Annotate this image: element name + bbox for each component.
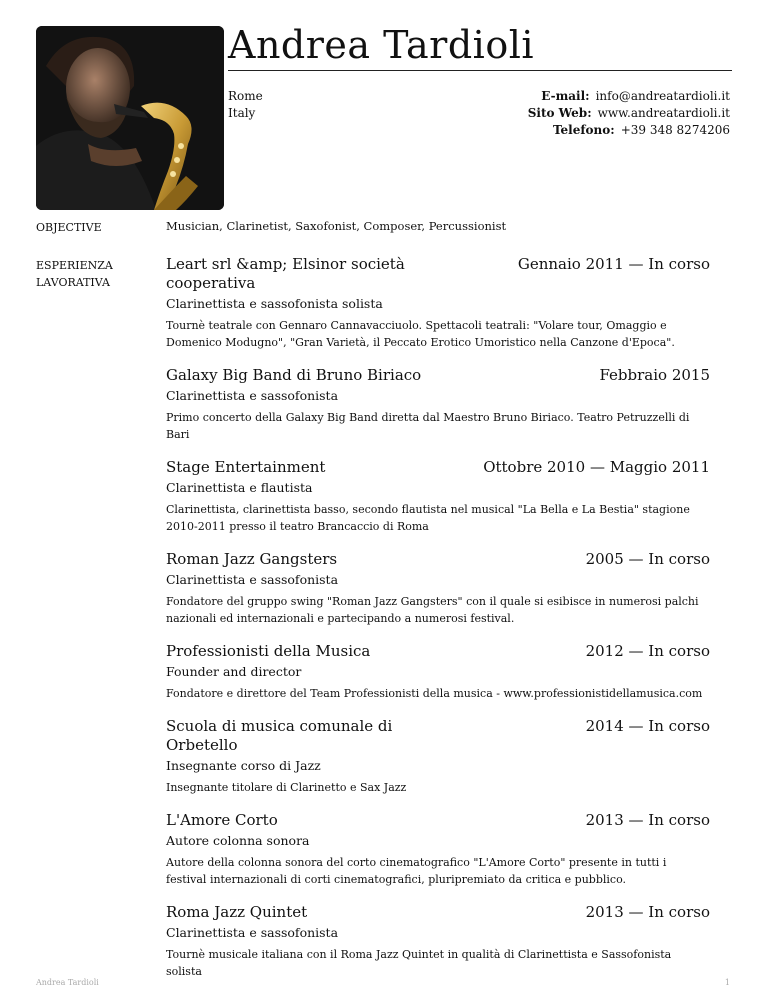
entry-role: Founder and director (166, 664, 302, 679)
phone-value: +39 348 8274206 (620, 123, 730, 137)
entry-date: Ottobre 2010 — Maggio 2011 (483, 458, 710, 476)
contact-email (528, 88, 730, 105)
entry-role: Clarinettista e sassofonista (166, 572, 339, 587)
entry-description: Tournè musicale italiana con il Roma Jazz Quintet in qualità di Clarinettista e Sassofonista solista (166, 948, 672, 978)
page-number: 1 (724, 978, 730, 987)
entry-description: Clarinettista, clarinettista basso, secondo flautista nel musical "La Bella e La Bestia" stagione 2010-2011 presso il teatro Brancaccio di Roma (166, 503, 690, 533)
contact-phone (528, 122, 730, 139)
entry-date: Febbraio 2015 (599, 366, 710, 384)
location-city: Rome (228, 89, 263, 103)
website-value[interactable]: www.andreatardioli.it (597, 106, 730, 120)
entry-title: Stage Entertainment (166, 458, 326, 476)
entry-date: Gennaio 2011 — In corso (517, 255, 710, 273)
entry-role: Autore colonna sonora (166, 833, 310, 848)
experience-list (166, 255, 710, 995)
entry-description: Autore della colonna sonora del corto cinematografico "L'Amore Corto" presente in tutti i festival internazionali di corti cinematografici, pluripremiato da critica e pubblico. (166, 856, 667, 886)
entry-title: Professionisti della Musica (166, 642, 371, 660)
entry-title: Roman Jazz Gangsters (166, 550, 338, 568)
contact-block (528, 88, 730, 139)
entry-description: Insegnante titolare di Clarinetto e Sax Jazz (166, 781, 407, 794)
experience-entry (166, 903, 710, 980)
entry-date: 2013 — In corso (585, 811, 710, 829)
experience-label-line1: ESPERIENZA (36, 259, 113, 272)
location (228, 88, 263, 122)
footer-name: Andrea Tardioli (36, 978, 99, 987)
entry-date: 2013 — In corso (585, 903, 710, 921)
entry-title: Scuola di musica comunale di Orbetello (166, 717, 393, 754)
entry-role: Clarinettista e flautista (166, 480, 313, 495)
experience-entry (166, 811, 710, 888)
entry-role: Clarinettista e sassofonista solista (166, 296, 383, 311)
entry-role: Clarinettista e sassofonista (166, 925, 339, 940)
entry-date: 2005 — In corso (585, 550, 710, 568)
experience-entry (166, 717, 710, 796)
entry-description: Primo concerto della Galaxy Big Band diretta dal Maestro Bruno Biriaco. Teatro Petruzzelli di Bari (166, 411, 690, 441)
entry-title: Roma Jazz Quintet (166, 903, 308, 921)
entry-title: Galaxy Big Band di Bruno Biriaco (166, 366, 422, 384)
header-divider (228, 70, 732, 71)
email-value[interactable]: info@andreatardioli.it (595, 89, 730, 103)
contact-website (528, 105, 730, 122)
experience-entry (166, 366, 710, 443)
experience-entry (166, 458, 710, 535)
entry-date: 2014 — In corso (585, 717, 710, 735)
entry-description: Fondatore e direttore del Team Professionisti della musica - www.professionistidellamusica.com (166, 687, 703, 700)
experience-entry (166, 642, 710, 702)
email-label: E-mail: (541, 89, 590, 103)
objective-label: OBJECTIVE (36, 221, 102, 234)
entry-date: 2012 — In corso (585, 642, 710, 660)
entry-description: Tournè teatrale con Gennaro Cannavacciuolo. Spettacoli teatrali: "Volare tour, Omaggio e Domenico Modugno", "Gran Varietà, il Peccato Erotico Umoristico nella Canzone d'Epoca". (166, 319, 675, 349)
phone-label: Telefono: (552, 123, 615, 137)
experience-entry (166, 255, 710, 351)
entry-title: Leart srl &amp; Elsinor società cooperativa (166, 255, 405, 292)
website-label: Sito Web: (527, 106, 592, 120)
experience-label (36, 257, 113, 291)
experience-label-line2: LAVORATIVA (36, 276, 110, 289)
entry-title: L'Amore Corto (166, 811, 278, 829)
candidate-name: Andrea Tardioli (228, 23, 535, 67)
entry-role: Clarinettista e sassofonista (166, 388, 339, 403)
entry-description: Fondatore del gruppo swing "Roman Jazz Gangsters" con il quale si esibisce in numerosi palchi nazionali ed internazionali e partecipando a numerosi festival. (166, 595, 699, 625)
objective-text: Musician, Clarinetist, Saxofonist, Composer, Percussionist (166, 219, 507, 233)
experience-entry (166, 550, 710, 627)
profile-photo (36, 26, 224, 210)
entry-role: Insegnante corso di Jazz (166, 758, 321, 773)
location-country: Italy (228, 106, 256, 120)
saxophonist-photo-illustration (36, 26, 224, 210)
